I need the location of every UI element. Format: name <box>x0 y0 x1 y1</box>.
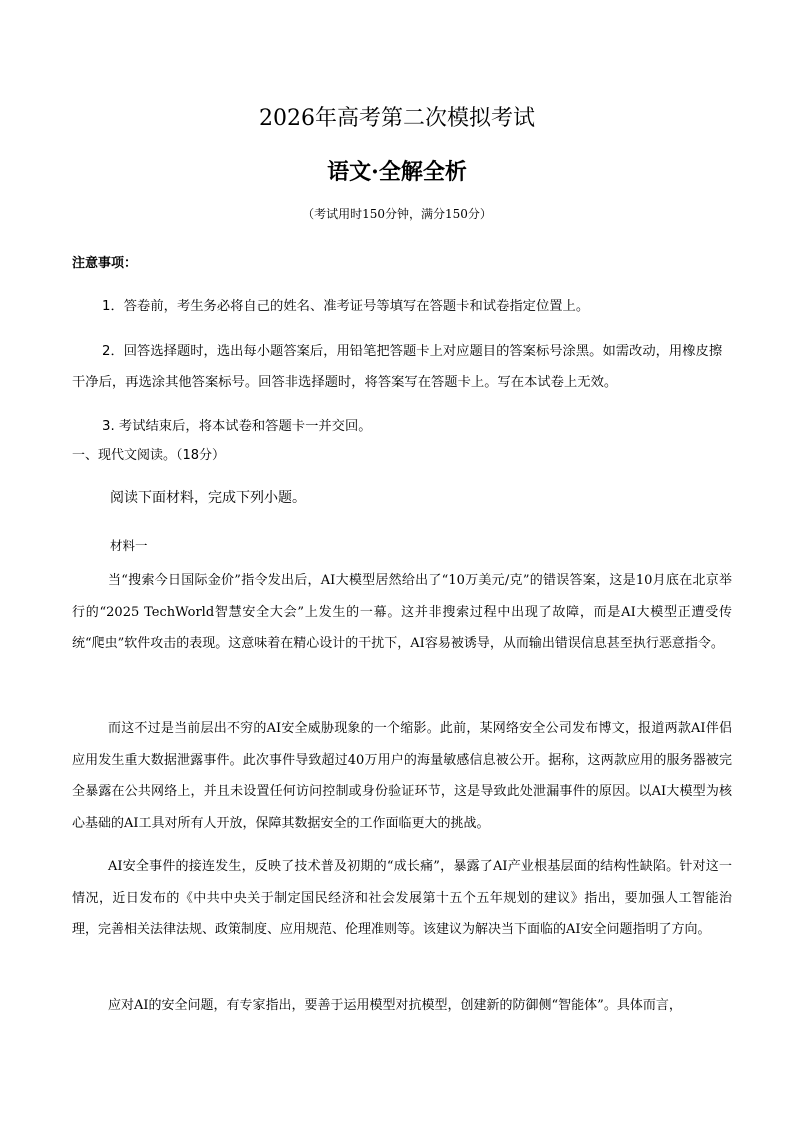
section-instruction: 阅读下面材料，完成下列小题。 <box>110 490 306 506</box>
exam-title: 2026年高考第二次模拟考试 <box>259 106 535 131</box>
material-label: 材料一 <box>110 538 148 553</box>
exam-info: （考试用时150分钟，满分150分） <box>302 207 492 221</box>
notice-item: 1．答卷前，考生务必将自己的姓名、准考证号等填写在答题卡和试卷指定位置上。 <box>102 299 590 314</box>
material-paragraph: AI安全事件的接连发生，反映了技术普及初期的“成长痛”，暴露了AI产业根基层面的结构性缺陷。针对这一情况，近日发布的《中共中央关于制定国民经济和社会发展第十五个五年规划的建议》指出，要加强人工智能治理，完善相关法律法规、政策制度、应用规范、伦理准则等。该建议为解决当下面临的AI安全问题指明了方向。 <box>72 859 732 937</box>
notice-item: 2．回答选择题时，选出每小题答案后，用铅笔把答题卡上对应题目的答案标号涂黑。如需改动，用橡皮擦干净后，再选涂其他答案标号。回答非选择题时，将答案写在答题卡上。写在本试卷上无效。 <box>72 344 723 390</box>
section-heading: 一、现代文阅读。（18分） <box>72 448 226 463</box>
material-paragraph: 当“搜索今日国际金价”指令发出后，AI大模型居然给出了“10万美元/克”的错误答案，这是10月底在北京举行的“2025 TechWorld智慧安全大会”上发生的一幕。这并非搜索过程中出现了故障，而是AI大模型正遭受传统“爬虫”软件攻击的表现。这意味着在精心设计的干扰下，AI容易被诱导，从而输出错误信息甚至执行恶意指令。 <box>72 573 732 651</box>
exam-subtitle: 语文·全解全析 <box>327 159 467 185</box>
material-paragraph: 而这不过是当前层出不穷的AI安全威胁现象的一个缩影。此前，某网络安全公司发布博文，报道两款AI伴侣应用发生重大数据泄露事件。此次事件导致超过40万用户的海量敏感信息被公开。据称，这两款应用的服务器被完全暴露在公共网络上，并且未设置任何访问控制或身份验证环节，这是导致此处泄漏事件的原因。以AI大模型为核心基础的AI工具对所有人开放，保障其数据安全的工作面临更大的挑战。 <box>72 721 732 831</box>
notice-heading: 注意事项： <box>72 256 138 271</box>
notice-item: 3. 考试结束后，将本试卷和答题卡一并交回。 <box>102 419 372 434</box>
material-paragraph: 应对AI的安全问题，有专家指出，要善于运用模型对抗模型，创建新的防御侧“智能体”。具体而言， <box>108 998 682 1013</box>
